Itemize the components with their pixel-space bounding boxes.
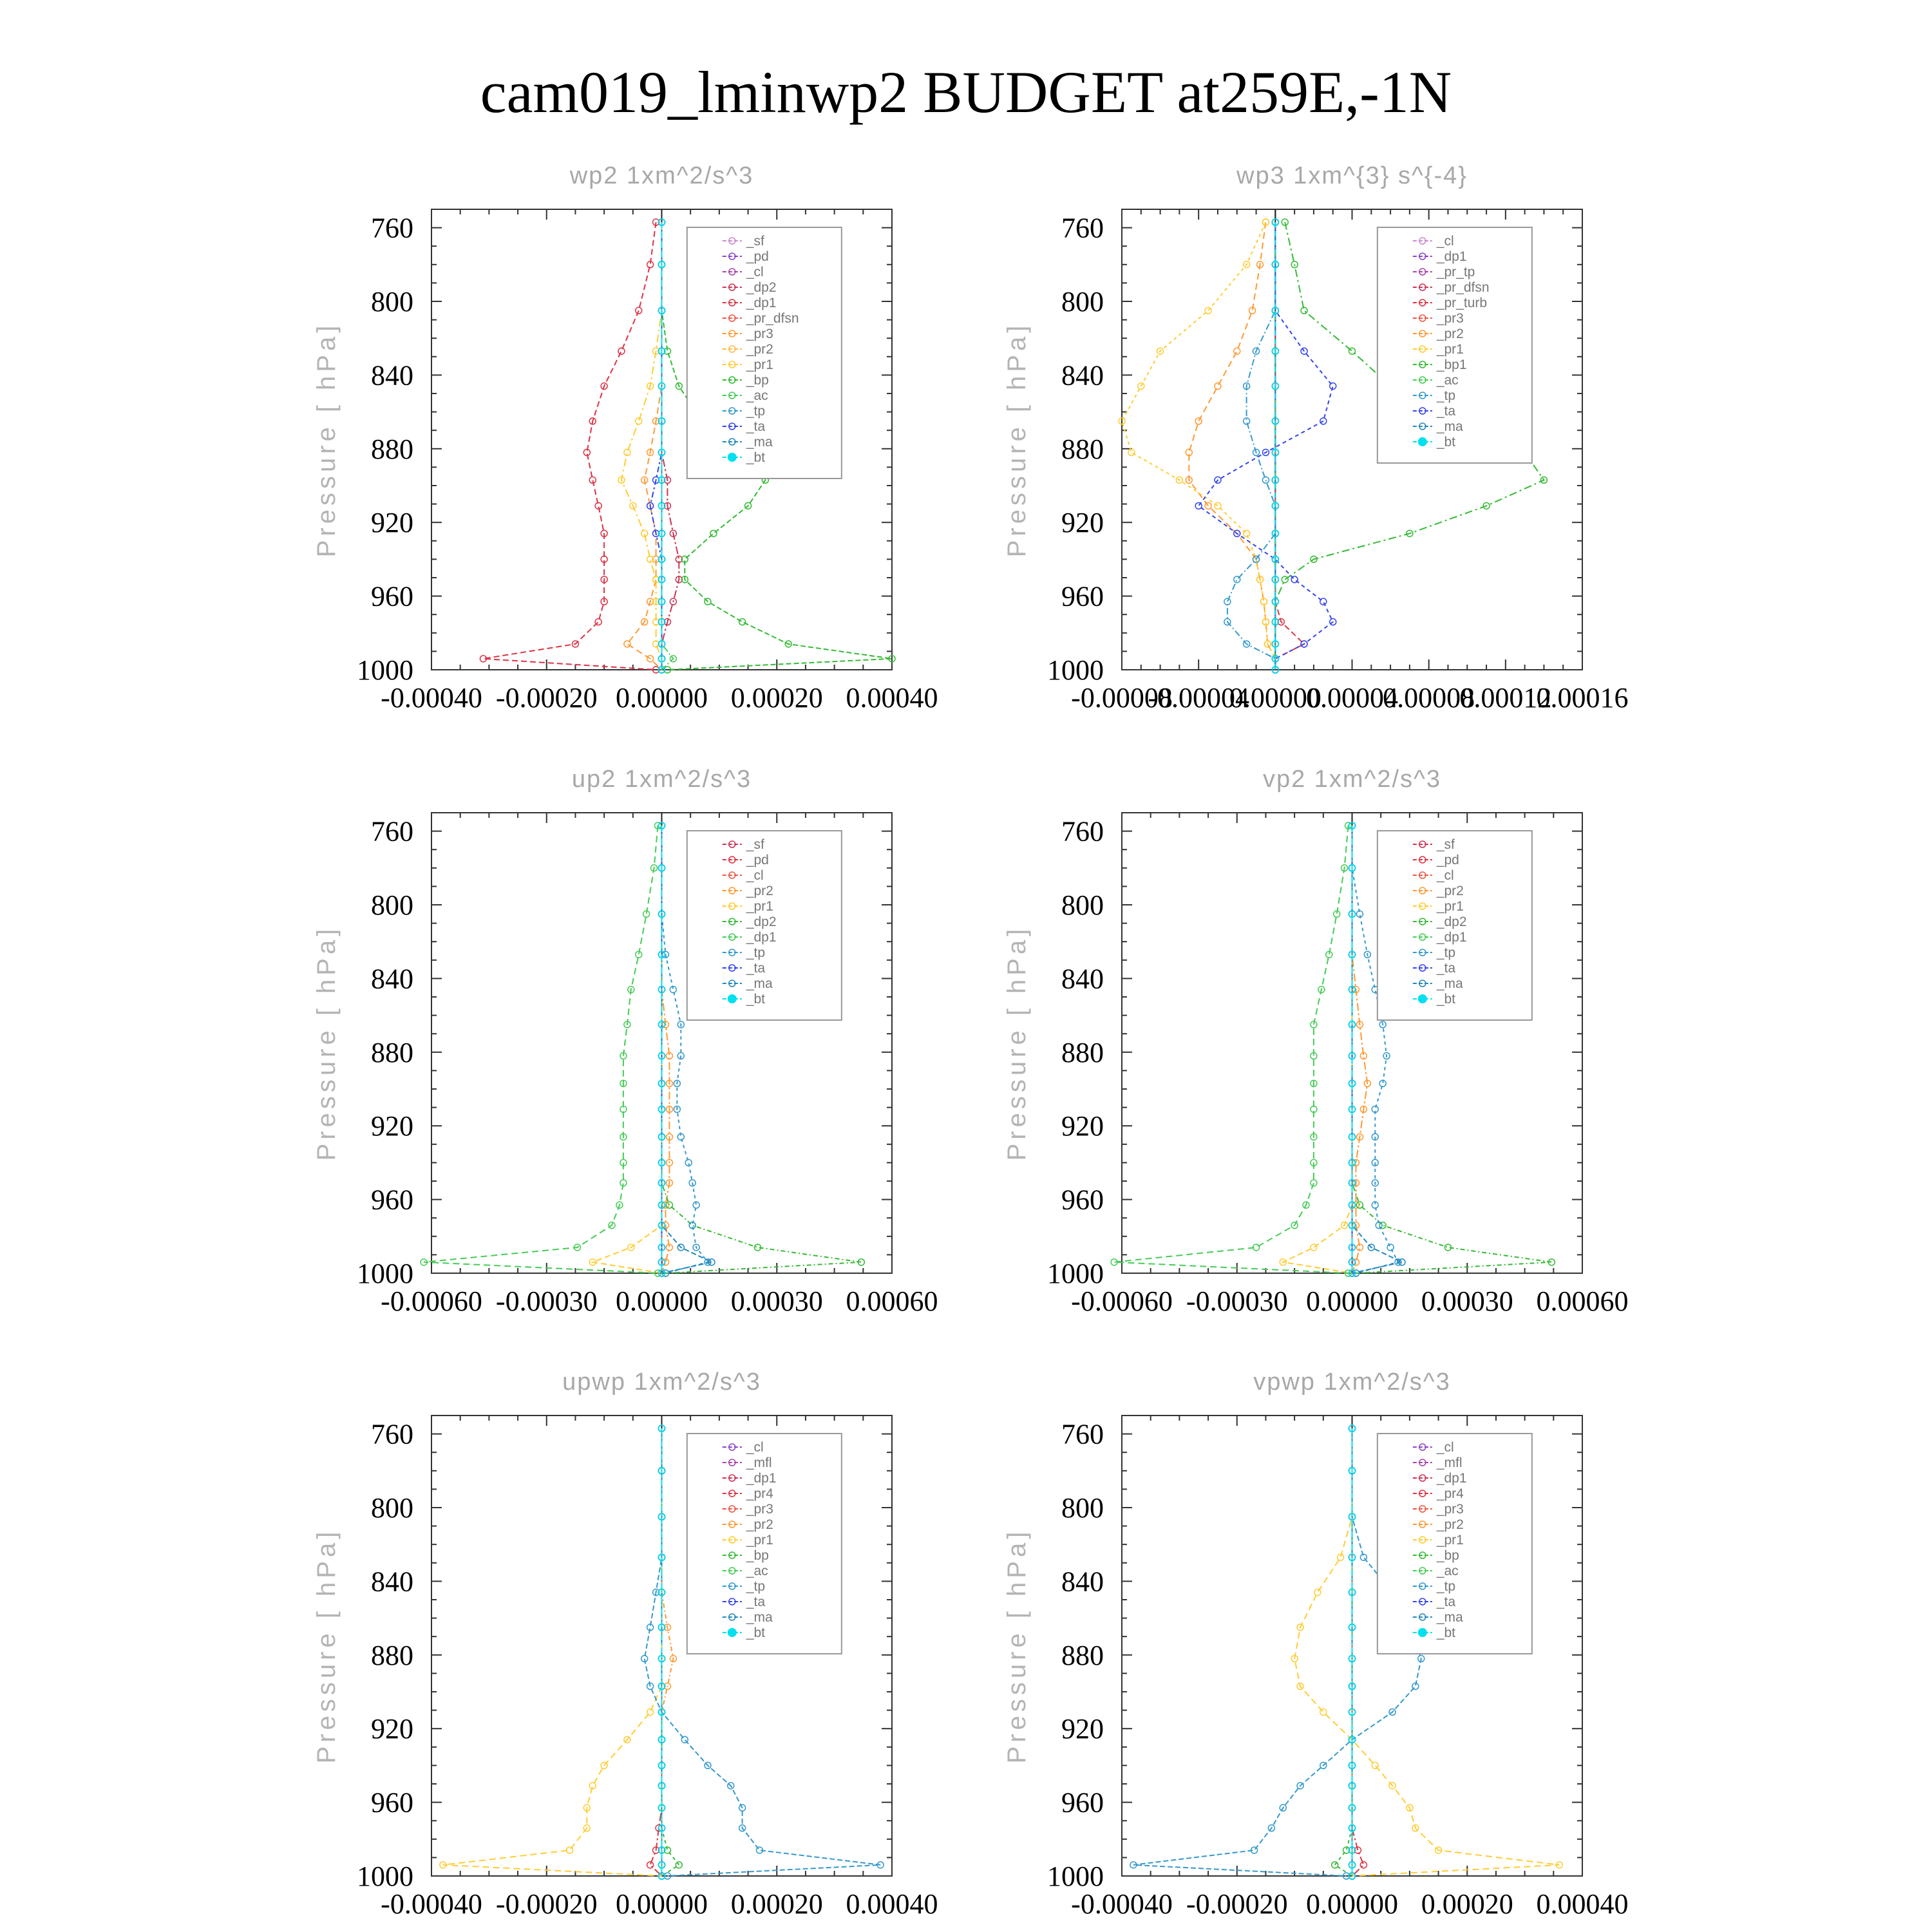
y-tick-label: 880 [1061,433,1104,465]
legend-label: _ta [1436,961,1456,976]
legend-label: _cl [746,265,764,279]
y-tick-label: 760 [371,815,413,848]
data-point [1205,307,1211,314]
y-tick-label: 840 [371,1566,413,1598]
legend-label: _cl [1436,234,1454,249]
figure-title: cam019_lminwp2 BUDGET at259E,-1N [480,59,1452,125]
y-tick-label: 880 [1061,1036,1104,1068]
legend-label: _pr1 [746,357,773,372]
data-point [1195,418,1202,424]
chart-panel-3 [312,766,938,1317]
series-line-pr1 [443,1428,662,1876]
legend-label: _pr1 [1436,899,1464,914]
data-point [739,619,746,625]
y-tick-label: 800 [371,286,413,317]
x-tick-label: 0.00012 [1459,682,1552,714]
y-tick-label: 1000 [1047,1861,1104,1892]
data-point [681,1736,688,1743]
data-point [1360,1862,1367,1868]
chart-panel-2 [1003,162,1629,714]
legend-label: _pr4 [1436,1486,1464,1501]
legend-label: _cl [1436,1440,1454,1455]
series-line-pr2 [1352,826,1368,1273]
legend-label: _pr3 [1436,1502,1464,1517]
data-point [1301,307,1307,314]
y-tick-label: 800 [371,1492,413,1524]
x-tick-label: 0.00004 [1306,682,1398,714]
y-tick-label: 760 [1061,212,1104,244]
data-point [1372,1762,1378,1768]
data-point [666,1202,672,1208]
legend-label: _bt [1436,992,1456,1007]
y-tick-label: 1000 [1047,1258,1104,1289]
x-tick-label: -0.00008 [1071,682,1173,714]
legend-label: _ta [1436,404,1456,419]
legend-label: _bt [746,1625,766,1640]
x-tick-label: 0.00030 [1421,1285,1513,1317]
legend-label: _dp1 [1436,249,1467,264]
data-point [1356,1202,1363,1208]
legend-label: _tp [1436,388,1456,403]
data-point [1311,1244,1317,1251]
x-tick-label: 0.00020 [730,1888,823,1920]
x-tick-label: 0.00060 [1536,1285,1629,1317]
x-tick-label: 0.00000 [616,682,708,714]
legend-label: _dp2 [1436,914,1467,929]
legend-label: _sf [746,837,764,852]
legend-label: _dp2 [746,914,777,929]
y-tick-label: 960 [371,580,413,612]
x-tick-label: -0.00060 [381,1285,482,1317]
y-tick-label: 1000 [357,654,413,686]
legend-label: _cl [746,868,764,883]
x-tick-label: 0.00020 [1421,1888,1513,1920]
panel-title: upwp 1xm^2/s^3 [562,1368,761,1396]
x-tick-label: -0.00020 [495,1888,598,1920]
legend-label: _ac [1436,1564,1459,1578]
series-line-pr1 [621,222,662,670]
legend-label: _pr2 [746,1517,773,1532]
x-tick-label: -0.00040 [381,682,482,714]
legend-label: _tp [746,404,766,419]
legend-label: _pr4 [746,1486,773,1501]
legend-label: _bp1 [1436,357,1467,372]
legend-label: _bp [1436,1548,1459,1563]
y-tick-label: 880 [371,1036,413,1068]
y-tick-label: 960 [1061,580,1104,612]
legend-label: _dp1 [1436,1471,1467,1486]
legend-label: _ma [1436,976,1463,991]
data-point [618,348,625,354]
legend-label: _bt [1436,1625,1456,1640]
data-point [647,1862,654,1868]
y-tick-label: 840 [371,359,413,392]
y-tick-label: 800 [1061,1492,1104,1524]
x-tick-label: 0.00030 [730,1285,823,1317]
series-line-pr4 [1352,1428,1364,1876]
legend-label: _pr2 [746,884,773,898]
data-point [624,641,630,647]
y-tick-label: 880 [371,433,413,465]
y-tick-label: 1000 [1047,654,1104,686]
legend-label: _pd [746,853,769,867]
data-point [1282,576,1288,583]
legend-label: _pr_turb [1436,296,1488,310]
y-tick-label: 880 [1061,1639,1104,1671]
y-axis-label: Pressure [ hPa] [312,321,341,558]
legend-label: _pr1 [1436,342,1464,357]
y-tick-label: 800 [1061,889,1104,921]
x-tick-label: 0.00040 [846,1888,938,1920]
y-tick-label: 840 [1061,963,1104,995]
x-tick-label: -0.00030 [1186,1285,1288,1317]
legend-label: _mfl [746,1455,772,1470]
legend-label: _dp1 [1436,930,1467,945]
legend-label: _pr1 [1436,1533,1464,1548]
chart-panel-6 [1003,1368,1629,1920]
data-point [676,1862,682,1868]
legend-label: _pr3 [746,1502,773,1517]
data-point [1215,502,1221,509]
x-tick-label: 0.00000 [616,1285,708,1317]
legend-label: _bt [1436,435,1456,450]
legend-label: _sf [746,234,764,249]
legend-marker [728,994,737,1003]
legend-label: _ma [1436,1610,1463,1625]
data-point [1349,348,1356,354]
data-point [1314,1589,1321,1596]
x-tick-label: -0.00040 [381,1888,482,1920]
panel-title: vp2 1xm^2/s^3 [1262,766,1442,793]
y-axis-label: Pressure [ hPa] [312,1528,341,1764]
data-point [1244,530,1250,536]
legend-label: _ac [746,388,768,403]
legend-marker [728,1628,737,1637]
series-line-pr2 [1189,222,1275,670]
series-line-pr4 [650,1428,662,1876]
legend-label: _ta [746,961,766,976]
legend-label: _dp2 [746,280,777,295]
data-point [710,530,717,536]
data-point [636,418,642,424]
chart-panel-4 [1003,766,1629,1317]
legend-marker [1418,994,1427,1003]
y-tick-label: 960 [1061,1786,1104,1819]
data-point [1262,477,1269,483]
series-line-ac [662,222,674,670]
data-point [1224,598,1231,605]
x-tick-label: -0.00020 [495,682,598,714]
legend-label: _ta [746,419,766,434]
y-tick-label: 760 [371,212,413,244]
series-line-ta [1198,222,1333,670]
legend-label: _pr2 [1436,884,1464,898]
x-tick-label: -0.00060 [1071,1285,1173,1317]
y-axis-label: Pressure [ hPa] [1003,1528,1031,1764]
x-tick-label: 0.00016 [1536,682,1629,714]
legend-label: _tp [1436,945,1456,960]
panel-title: vpwp 1xm^2/s^3 [1253,1368,1451,1396]
legend-label: _mfl [1436,1455,1463,1470]
panel-title: up2 1xm^2/s^3 [571,766,752,793]
x-tick-label: -0.00004 [1148,682,1249,714]
series-line-pr1 [1283,826,1352,1273]
legend-label: _ma [746,976,773,991]
legend-label: _tp [1436,1579,1456,1594]
series-line-pr1 [1122,222,1275,670]
legend-label: _bt [746,450,766,465]
y-tick-label: 800 [1061,286,1104,317]
x-tick-label: -0.00040 [1071,1888,1173,1920]
legend-label: _cl [746,1440,764,1455]
y-tick-label: 960 [1061,1184,1104,1216]
y-axis-label: Pressure [ hPa] [1003,925,1031,1161]
data-point [1195,502,1202,509]
legend-label: _cl [1436,868,1454,883]
y-tick-label: 920 [1061,1110,1104,1142]
legend-label: _ac [746,1564,768,1578]
y-tick-label: 1000 [357,1258,413,1289]
legend-label: _dp1 [746,296,777,310]
legend-label: _pr_dfsn [746,311,799,326]
legend-label: _tp [746,1579,766,1594]
y-tick-label: 920 [371,507,413,539]
legend-label: _pr_dfsn [1436,280,1490,295]
x-tick-label: 0.00008 [1383,682,1475,714]
legend-label: _pr_tp [1436,265,1475,279]
legend-label: _bp [746,1548,769,1563]
legend-label: _pd [1436,853,1459,867]
series-line-dp1 [1114,826,1348,1273]
x-tick-label: 0.00060 [846,1285,938,1317]
legend-label: _dp1 [746,1471,777,1486]
y-tick-label: 920 [1061,1713,1104,1745]
x-tick-label: -0.00020 [1186,1888,1288,1920]
legend-marker [1418,1628,1427,1637]
legend-label: _tp [746,945,766,960]
y-tick-label: 960 [371,1184,413,1216]
x-tick-label: 0.00040 [846,682,938,714]
x-tick-label: -0.00030 [495,1285,598,1317]
data-point [1128,450,1135,456]
legend-label: _ma [1436,419,1463,434]
y-tick-label: 880 [371,1639,413,1671]
legend-label: _ma [746,1610,773,1625]
series-line-pr1 [592,826,661,1273]
legend-label: _pr1 [746,899,773,914]
y-axis-label: Pressure [ hPa] [1003,321,1031,558]
data-point [1311,1180,1317,1186]
y-tick-label: 840 [1061,359,1104,392]
legend-label: _pr2 [1436,327,1464,341]
series-line-tp [1227,222,1275,670]
legend-label: _ta [746,1595,766,1609]
legend-label: _bt [746,992,766,1007]
y-tick-label: 800 [371,889,413,921]
series-line-pr2 [662,1428,674,1876]
x-tick-label: 0.00000 [1306,1888,1398,1920]
data-point [1215,383,1221,390]
x-tick-label: 0.00000 [616,1888,708,1920]
data-point [1320,1709,1327,1715]
legend-label: _ac [1436,373,1459,388]
data-point [567,1847,573,1853]
data-point [1387,1244,1394,1251]
chart-panel-1 [312,162,938,714]
legend-label: _pd [746,249,769,264]
legend-label: _dp1 [746,930,777,945]
data-point [1234,348,1240,354]
data-point [1320,598,1327,605]
chart-panel-5 [312,1368,938,1920]
y-tick-label: 840 [1061,1566,1104,1598]
y-tick-label: 760 [1061,815,1104,848]
legend-marker [1418,437,1427,446]
data-point [1234,576,1240,583]
legend-marker [728,453,737,462]
legend-label: _bp [746,373,769,388]
legend-label: _pr1 [746,1533,773,1548]
x-tick-label: 0.00020 [730,682,823,714]
y-tick-label: 920 [371,1713,413,1745]
x-tick-label: 0.00040 [1536,1888,1629,1920]
y-tick-label: 960 [371,1786,413,1819]
legend-label: _pr2 [1436,1517,1464,1532]
data-point [1332,1862,1338,1868]
data-point [647,1709,654,1715]
legend-label: _ta [1436,1595,1456,1609]
y-tick-label: 920 [1061,507,1104,539]
y-tick-label: 920 [371,1110,413,1142]
y-tick-label: 840 [371,963,413,995]
y-tick-label: 1000 [357,1861,413,1892]
legend-label: _ma [746,435,773,450]
panel-title: wp2 1xm^2/s^3 [569,162,754,189]
y-tick-label: 760 [371,1418,413,1450]
panel-title: wp3 1xm^{3} s^{-4} [1236,162,1468,189]
legend-label: _pr3 [746,327,773,341]
x-tick-label: 0.00000 [1306,1285,1398,1317]
y-axis-label: Pressure [ hPa] [312,925,341,1161]
x-tick-label: 0.00000 [1229,682,1321,714]
y-tick-label: 760 [1061,1418,1104,1450]
legend-label: _pr2 [746,342,773,357]
data-point [595,619,601,625]
legend-label: _sf [1436,837,1455,852]
legend-label: _pr3 [1436,311,1464,326]
data-point [1291,576,1298,583]
